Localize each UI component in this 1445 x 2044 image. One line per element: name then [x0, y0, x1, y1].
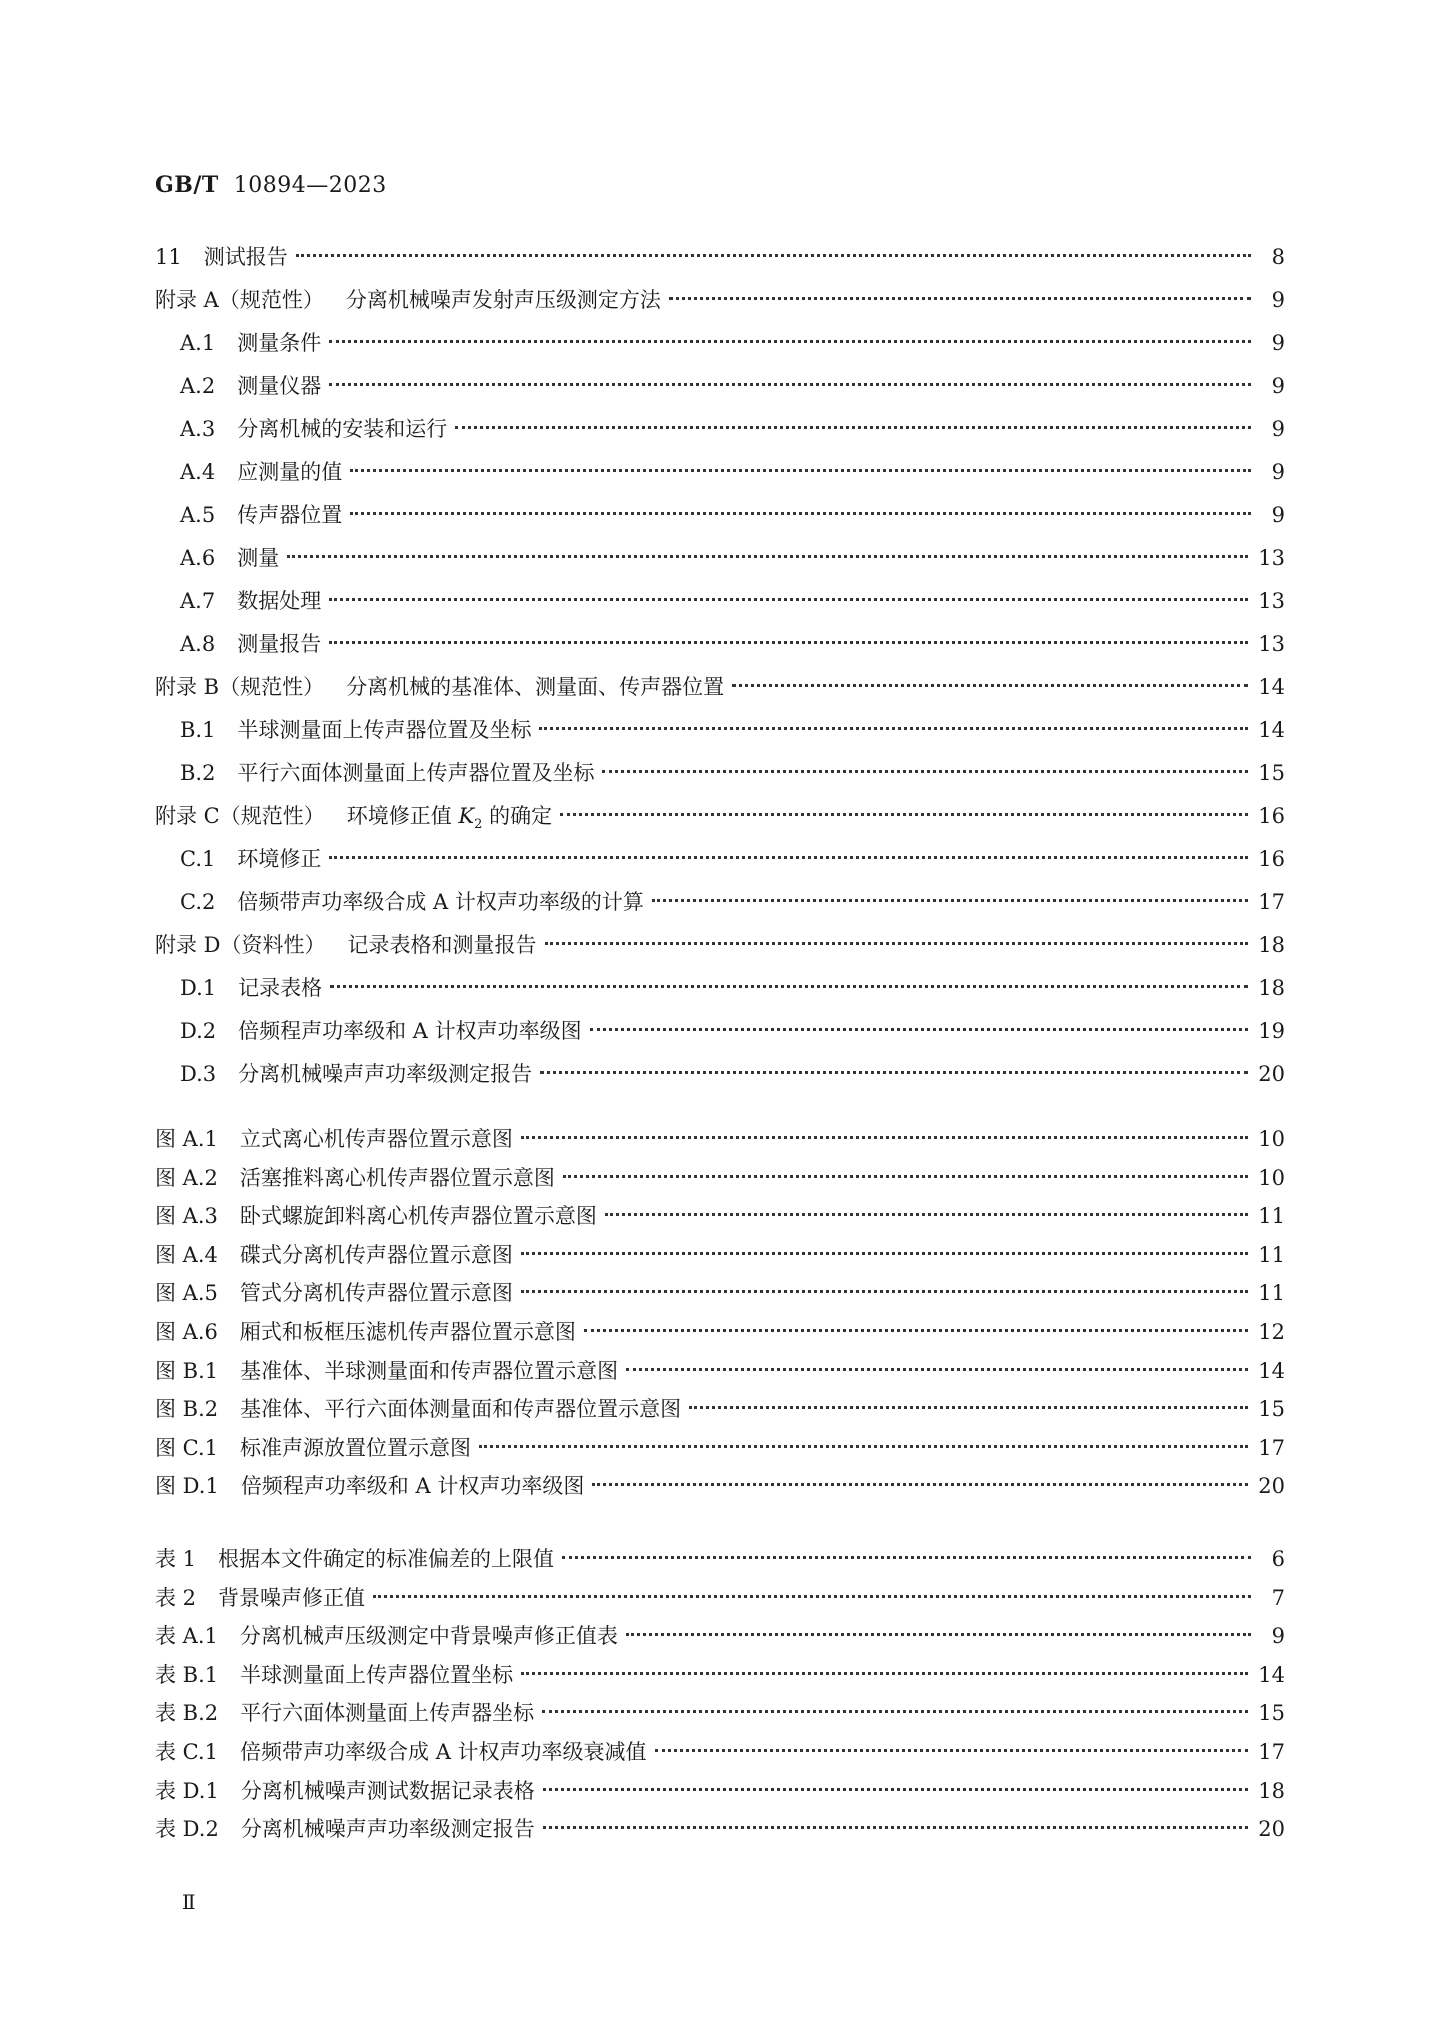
standard-number: 10894—2023	[233, 173, 387, 198]
page-number: 9	[1271, 1624, 1285, 1649]
figure-entry[interactable]: 图 A.4 碟式分离机传声器位置示意图 11	[155, 1236, 1285, 1275]
dot-leader	[329, 641, 1248, 644]
dot-leader	[521, 1252, 1248, 1255]
dot-leader	[329, 340, 1251, 343]
page-number: 17	[1258, 1435, 1285, 1460]
page-number: 13	[1258, 589, 1285, 613]
dot-leader	[373, 1595, 1251, 1598]
toc-entry[interactable]: C.1 环境修正 16	[155, 838, 1285, 881]
dot-leader	[562, 1556, 1251, 1559]
page-number: 16	[1258, 804, 1285, 828]
table-entry[interactable]: 表 C.1 倍频带声功率级合成 A 计权声功率级衰减值 17	[155, 1733, 1285, 1772]
dot-leader	[563, 1175, 1248, 1178]
page-number: 11	[1258, 1281, 1285, 1306]
dot-leader	[689, 1406, 1248, 1409]
toc-entry-appendix-b[interactable]: 附录 B（规范性） 分离机械的基准体、测量面、传声器位置 14	[155, 666, 1285, 709]
figure-entry[interactable]: 图 C.1 标准声源放置位置示意图 17	[155, 1429, 1285, 1468]
page-number: 12	[1258, 1319, 1285, 1344]
dot-leader	[330, 985, 1248, 988]
toc-entry[interactable]: B.1 半球测量面上传声器位置及坐标 14	[155, 709, 1285, 752]
page-number: 9	[1271, 460, 1285, 484]
page-number: 17	[1258, 1739, 1285, 1764]
toc-entry[interactable]: 11 测试报告 8	[155, 236, 1285, 279]
toc-entry-appendix-c[interactable]: 附录 C（规范性） 环境修正值 $K_2$ 的确定 16	[155, 795, 1285, 838]
page-number: 16	[1258, 847, 1285, 871]
toc-entry[interactable]: A.6 测量 13	[155, 537, 1285, 580]
dot-leader	[732, 684, 1248, 687]
toc-entry[interactable]: A.2 测量仪器 9	[155, 365, 1285, 408]
toc-entry[interactable]: B.2 平行六面体测量面上传声器位置及坐标 15	[155, 752, 1285, 795]
toc-entry[interactable]: A.8 测量报告 13	[155, 623, 1285, 666]
figure-entry[interactable]: 图 A.1 立式离心机传声器位置示意图 10	[155, 1120, 1285, 1159]
page-number: 9	[1271, 288, 1285, 312]
toc-entry[interactable]: A.1 测量条件 9	[155, 322, 1285, 365]
dot-leader	[545, 942, 1249, 945]
dot-leader	[521, 1672, 1248, 1675]
footer-page-number: Ⅱ	[182, 1890, 196, 1914]
document-header	[155, 172, 387, 198]
dot-leader	[655, 1749, 1249, 1752]
dot-leader	[652, 899, 1248, 902]
page-number: 14	[1258, 718, 1285, 742]
dot-leader	[626, 1633, 1251, 1636]
page-number: 19	[1258, 1019, 1285, 1043]
section-gap	[155, 1096, 1285, 1120]
page-number: 10	[1258, 1127, 1285, 1151]
page-number: 20	[1258, 1817, 1285, 1842]
standard-code: GB/T	[155, 172, 219, 198]
page-number: 9	[1271, 417, 1285, 441]
dot-leader	[584, 1329, 1248, 1332]
table-entry[interactable]: 表 1 根据本文件确定的标准偏差的上限值 6	[155, 1540, 1285, 1579]
figure-entry[interactable]: 图 A.2 活塞推料离心机传声器位置示意图 10	[155, 1159, 1285, 1198]
dot-leader	[329, 383, 1251, 386]
dot-leader	[543, 1788, 1248, 1791]
page-number: 18	[1258, 1778, 1285, 1803]
dot-leader	[479, 1445, 1248, 1448]
page-number: 14	[1258, 1358, 1285, 1383]
dot-leader	[540, 1071, 1248, 1074]
toc-entry-appendix-a[interactable]: 附录 A（规范性） 分离机械噪声发射声压级测定方法 9	[155, 279, 1285, 322]
dot-leader	[287, 555, 1248, 558]
page-number: 20	[1258, 1062, 1285, 1086]
section-gap	[155, 1506, 1285, 1540]
page-number: 8	[1271, 245, 1285, 269]
page-number: 9	[1271, 503, 1285, 527]
figure-entry[interactable]: 图 D.1 倍频程声功率级和 A 计权声功率级图 20	[155, 1467, 1285, 1506]
toc-entry[interactable]: A.4 应测量的值 9	[155, 451, 1285, 494]
page-number: 18	[1258, 933, 1285, 957]
toc-entry[interactable]: A.3 分离机械的安装和运行 9	[155, 408, 1285, 451]
dot-leader	[592, 1483, 1248, 1486]
dot-leader	[542, 1710, 1248, 1713]
page-number: 15	[1258, 761, 1285, 785]
toc-entry[interactable]: C.2 倍频带声功率级合成 A 计权声功率级的计算 17	[155, 881, 1285, 924]
page-number: 9	[1271, 331, 1285, 355]
page-number: 15	[1258, 1701, 1285, 1726]
dot-leader	[669, 297, 1251, 300]
page-number: 11	[1258, 1204, 1285, 1229]
dot-leader	[605, 1213, 1248, 1216]
figure-entry[interactable]: 图 A.6 厢式和板框压滤机传声器位置示意图 12	[155, 1313, 1285, 1352]
toc-entry[interactable]: A.5 传声器位置 9	[155, 494, 1285, 537]
dot-leader	[539, 727, 1248, 730]
page-number: 14	[1258, 1662, 1285, 1687]
dot-leader	[350, 469, 1251, 472]
dot-leader	[602, 770, 1248, 773]
page-number: 10	[1258, 1165, 1285, 1190]
dot-leader	[455, 426, 1251, 429]
dot-leader	[329, 598, 1248, 601]
dot-leader	[543, 1826, 1248, 1829]
page-number: 20	[1258, 1474, 1285, 1499]
dot-leader	[350, 512, 1251, 515]
figure-entry[interactable]: 图 A.5 管式分离机传声器位置示意图 11	[155, 1274, 1285, 1313]
page-number: 14	[1258, 675, 1285, 699]
table-entry[interactable]: 表 D.1 分离机械噪声测试数据记录表格 18	[155, 1772, 1285, 1811]
table-entry[interactable]: 表 D.2 分离机械噪声声功率级测定报告 20	[155, 1810, 1285, 1849]
toc-entry-appendix-d[interactable]: 附录 D（资料性） 记录表格和测量报告 18	[155, 924, 1285, 967]
page-number: 17	[1258, 890, 1285, 914]
table-entry[interactable]: 表 2 背景噪声修正值 7	[155, 1579, 1285, 1618]
dot-leader	[521, 1136, 1248, 1139]
table-entry[interactable]: 表 B.2 平行六面体测量面上传声器坐标 15	[155, 1694, 1285, 1733]
toc-entry[interactable]: A.7 数据处理 13	[155, 580, 1285, 623]
dot-leader	[521, 1290, 1248, 1293]
page-number: 13	[1258, 546, 1285, 570]
table-of-contents	[155, 236, 1285, 1849]
page-number: 13	[1258, 632, 1285, 656]
page-number: 18	[1258, 976, 1285, 1000]
page-number: 11	[1258, 1242, 1285, 1267]
dot-leader	[560, 813, 1248, 816]
dot-leader	[296, 254, 1251, 257]
page-number: 9	[1271, 374, 1285, 398]
table-entry[interactable]: 表 B.1 半球测量面上传声器位置坐标 14	[155, 1656, 1285, 1695]
dot-leader	[329, 856, 1248, 859]
page-number: 7	[1271, 1585, 1285, 1610]
table-entry[interactable]: 表 A.1 分离机械声压级测定中背景噪声修正值表 9	[155, 1617, 1285, 1656]
toc-entry[interactable]: D.3 分离机械噪声声功率级测定报告 20	[155, 1053, 1285, 1096]
page-number: 15	[1258, 1397, 1285, 1422]
figure-entry[interactable]: 图 B.1 基准体、半球测量面和传声器位置示意图 14	[155, 1352, 1285, 1391]
page-number: 6	[1271, 1546, 1285, 1571]
dot-leader	[590, 1028, 1249, 1031]
toc-entry[interactable]: D.2 倍频程声功率级和 A 计权声功率级图 19	[155, 1010, 1285, 1053]
figure-entry[interactable]: 图 B.2 基准体、平行六面体测量面和传声器位置示意图 15	[155, 1390, 1285, 1429]
figure-entry[interactable]: 图 A.3 卧式螺旋卸料离心机传声器位置示意图 11	[155, 1197, 1285, 1236]
toc-entry[interactable]: D.1 记录表格 18	[155, 967, 1285, 1010]
dot-leader	[626, 1368, 1248, 1371]
